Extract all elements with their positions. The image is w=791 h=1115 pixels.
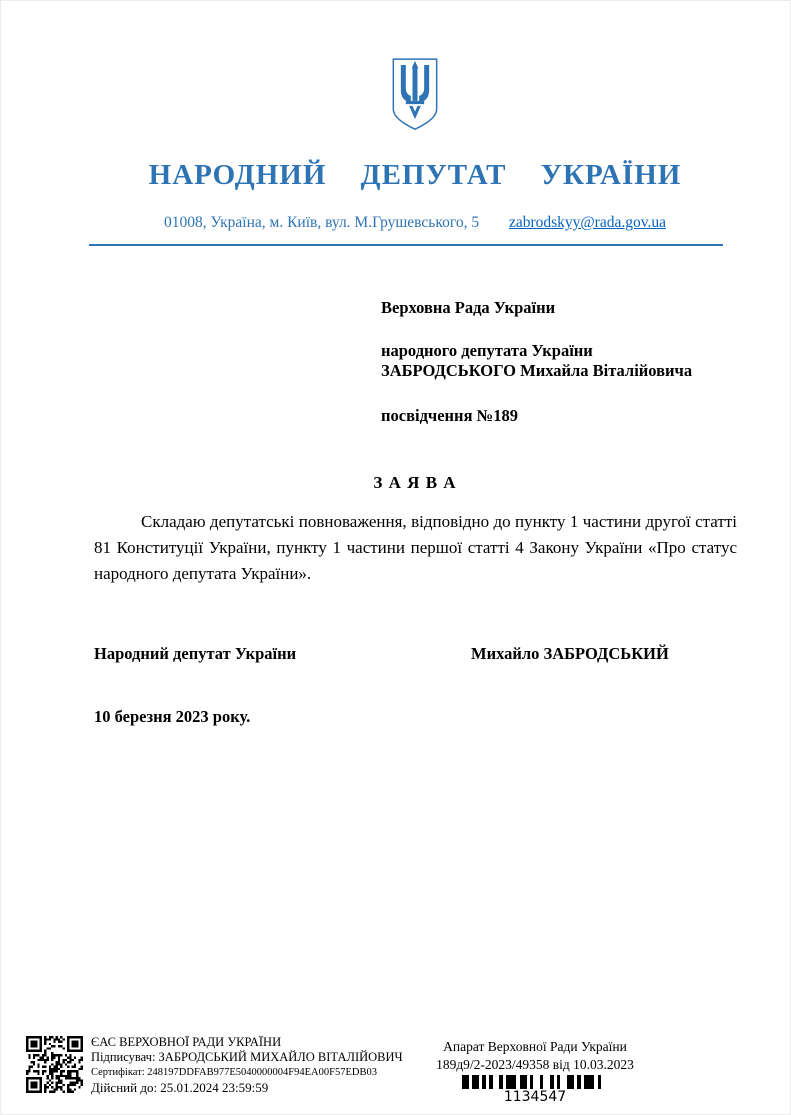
registration-number: 189д9/2-2023/49358 від 10.03.2023 <box>436 1057 634 1072</box>
recipient-block <box>381 298 692 426</box>
stamp-valid-until: Дійсний до: 25.01.2024 23:59:59 <box>91 1080 269 1095</box>
stamp-signer: Підписувач: ЗАБРОДСЬКИЙ МИХАЙЛО ВІТАЛІЙОВИЧ <box>91 1050 403 1064</box>
registration-org: Апарат Верховної Ради України <box>443 1039 627 1054</box>
registration-stamp <box>403 1039 667 1105</box>
signature-position: Народний депутат України <box>94 644 297 663</box>
signature-date: 10 березня 2023 року. <box>94 707 251 726</box>
statement-body: Складаю депутатські повноваження, відповідно до пункту 1 частини другої статті 81 Конституції України, пункту 1 частини першої статті 4 Закону України «Про статус народного депутата України». <box>94 512 737 583</box>
signature-name: Михайло ЗАБРОДСЬКИЙ <box>471 644 669 663</box>
email-link[interactable]: zabrodskyy@rada.gov.ua <box>508 214 666 231</box>
recipient-name: ЗАБРОДСЬКОГО Михайла Віталійовича <box>381 361 693 380</box>
header-divider <box>89 244 723 246</box>
stamp-system-name: ЄАС ВЕРХОВНОЇ РАДИ УКРАЇНИ <box>91 1035 282 1049</box>
statement-heading: З А Я В А <box>373 473 457 492</box>
recipient-org: Верховна Рада України <box>381 298 556 317</box>
letterhead <box>94 57 736 138</box>
recipient-role: народного депутата України <box>381 341 593 360</box>
barcode-icon <box>403 1075 667 1089</box>
barcode-number: 1134547 <box>503 1089 567 1105</box>
page-title: НАРОДНИЙ ДЕПУТАТ УКРАЇНИ <box>148 159 682 191</box>
stamp-certificate: Сертифікат: 248197DDFAB977E5040000004F94EA00F57EDB03 <box>91 1067 377 1078</box>
recipient-credential: посвідчення №189 <box>381 406 518 425</box>
ukraine-trident-emblem-icon <box>390 57 440 133</box>
letterhead-address-row <box>94 214 736 232</box>
address-text: 01008, Україна, м. Київ, вул. М.Грушевського, 5 <box>164 214 480 231</box>
digital-signature-stamp <box>91 1035 403 1095</box>
qr-code-icon <box>26 1036 83 1093</box>
